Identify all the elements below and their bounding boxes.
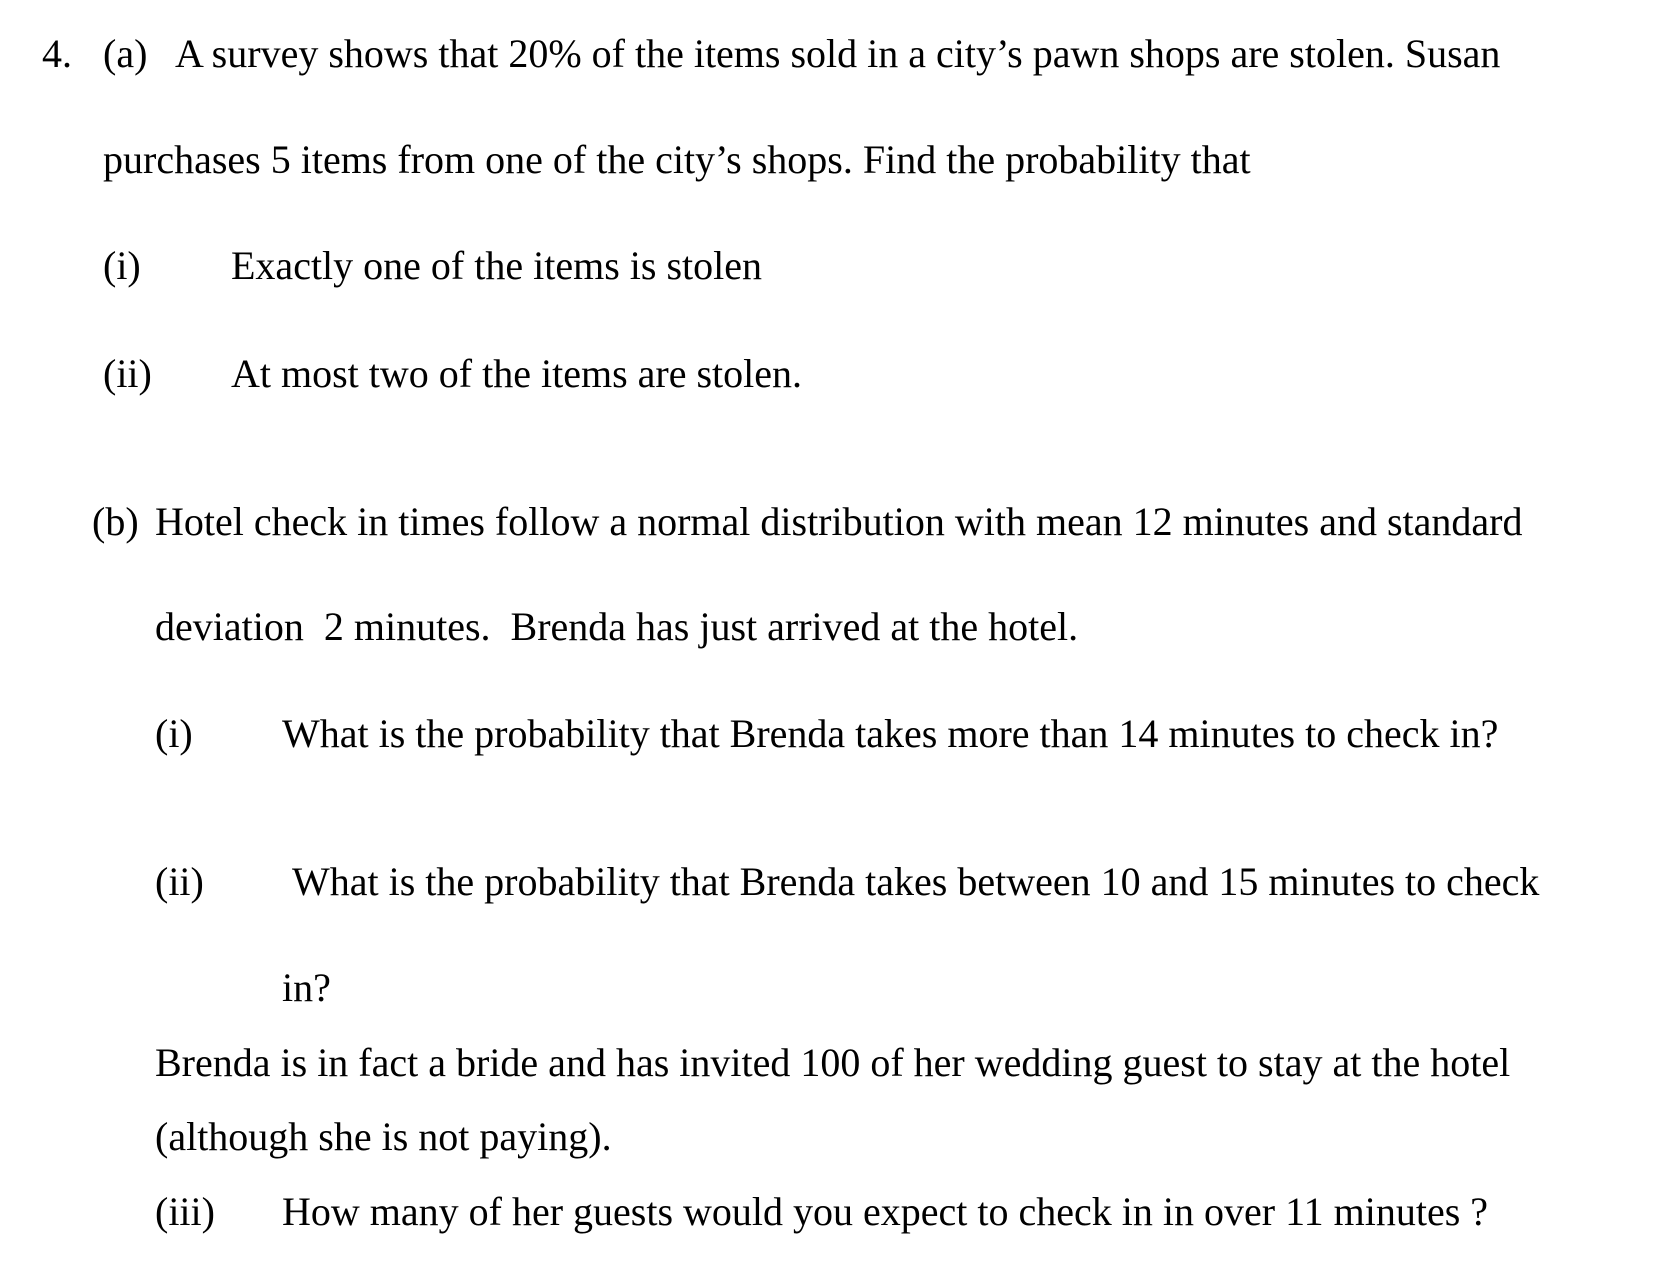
part-b-text-line2: deviation 2 minutes. Brenda has just arrived at the hotel.	[155, 604, 1079, 649]
part-b-iii-text: How many of her guests would you expect to check in in over 11 minutes ?	[282, 1189, 1489, 1234]
part-a-ii-text: At most two of the items are stolen.	[231, 351, 803, 396]
part-b-i-text: What is the probability that Brenda takes more than 14 minutes to check in?	[282, 711, 1499, 756]
part-a-i-label: (i)	[103, 243, 141, 288]
part-b-ii-text: What is the probability that Brenda takes between 10 and 15 minutes to check	[292, 859, 1540, 904]
part-a-i-text: Exactly one of the items is stolen	[231, 243, 762, 288]
part-a-text-line1: A survey shows that 20% of the items sold in a city’s pawn shops are stolen. Susan	[175, 31, 1501, 76]
part-b-ii-continuation: in?	[282, 965, 331, 1010]
part-b-context-line2: (although she is not paying).	[155, 1114, 612, 1159]
part-a-text-line2: purchases 5 items from one of the city’s shops. Find the probability that	[103, 137, 1251, 182]
part-a-label: (a)	[103, 31, 148, 76]
part-b-context-line1: Brenda is in fact a bride and has invited 100 of her wedding guest to stay at the hotel	[155, 1040, 1511, 1085]
part-b-ii-label: (ii)	[155, 859, 204, 904]
part-b-label: (b)	[92, 499, 139, 544]
part-a-ii-label: (ii)	[103, 351, 152, 396]
part-b-i-label: (i)	[155, 711, 193, 756]
question-number: 4.	[42, 31, 72, 76]
part-b-iii-label: (iii)	[155, 1189, 215, 1234]
part-b-text-line1: Hotel check in times follow a normal distribution with mean 12 minutes and standard	[155, 499, 1523, 544]
